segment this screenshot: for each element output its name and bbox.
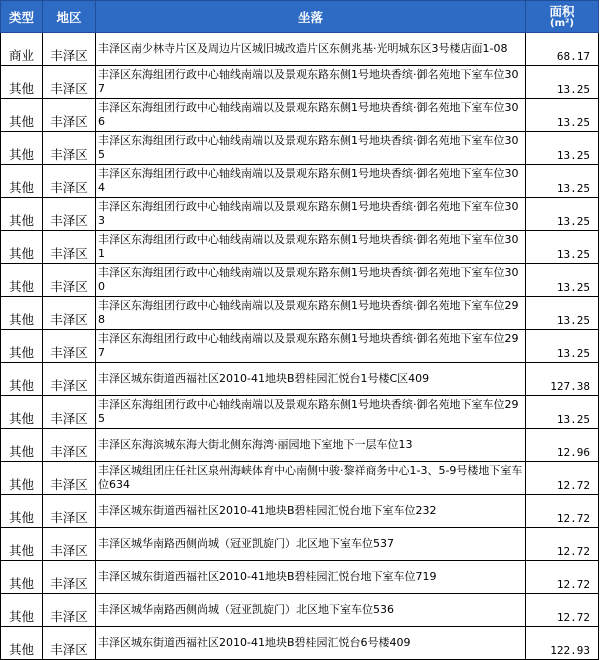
cell-type: 其他 — [1, 198, 43, 231]
cell-area: 12.72 — [526, 462, 599, 495]
cell-type: 其他 — [1, 627, 43, 660]
cell-region: 丰泽区 — [43, 363, 96, 396]
table-row — [1, 396, 599, 429]
cell-location: 丰泽区东海组团行政中心轴线南端以及景观东路东侧1号地块香缤·御名苑地下室车位304 — [96, 165, 526, 198]
cell-type: 其他 — [1, 66, 43, 99]
table-row — [1, 627, 599, 660]
table-row — [1, 561, 599, 594]
table-row — [1, 99, 599, 132]
cell-type: 其他 — [1, 297, 43, 330]
cell-area: 13.25 — [526, 231, 599, 264]
cell-type: 其他 — [1, 165, 43, 198]
table-row — [1, 330, 599, 363]
cell-type: 其他 — [1, 99, 43, 132]
cell-location: 丰泽区城东街道西福社区2010-41地块B碧桂园汇悦台6号楼409 — [96, 627, 526, 660]
table-row — [1, 165, 599, 198]
header-region: 地区 — [43, 1, 96, 33]
cell-location: 丰泽区东海组团行政中心轴线南端以及景观东路东侧1号地块香缤·御名苑地下室车位303 — [96, 198, 526, 231]
cell-location: 丰泽区东海组团行政中心轴线南端以及景观东路东侧1号地块香缤·御名苑地下室车位295 — [96, 396, 526, 429]
cell-location: 丰泽区东海组团行政中心轴线南端以及景观东路东侧1号地块香缤·御名苑地下室车位298 — [96, 297, 526, 330]
cell-region: 丰泽区 — [43, 165, 96, 198]
cell-area: 13.25 — [526, 264, 599, 297]
cell-area: 127.38 — [526, 363, 599, 396]
cell-area: 12.72 — [526, 594, 599, 627]
cell-type: 其他 — [1, 528, 43, 561]
table-row — [1, 198, 599, 231]
cell-region: 丰泽区 — [43, 264, 96, 297]
cell-area: 13.25 — [526, 330, 599, 363]
table-row — [1, 429, 599, 462]
cell-area: 122.93 — [526, 627, 599, 660]
cell-region: 丰泽区 — [43, 297, 96, 330]
cell-type: 其他 — [1, 264, 43, 297]
header-area — [526, 1, 599, 33]
cell-location: 丰泽区东海组团行政中心轴线南端以及景观东路东侧1号地块香缤·御名苑地下室车位297 — [96, 330, 526, 363]
cell-area: 13.25 — [526, 297, 599, 330]
cell-region: 丰泽区 — [43, 528, 96, 561]
cell-type: 其他 — [1, 495, 43, 528]
cell-area: 12.72 — [526, 561, 599, 594]
cell-region: 丰泽区 — [43, 132, 96, 165]
table-row — [1, 528, 599, 561]
table-row — [1, 363, 599, 396]
cell-location: 丰泽区城东街道西福社区2010-41地块B碧桂园汇悦台1号楼C区409 — [96, 363, 526, 396]
cell-type: 其他 — [1, 231, 43, 264]
table-header-row — [1, 1, 599, 33]
cell-location: 丰泽区南少林寺片区及周边片区城旧城改造片区东侧兆基·光明城东区3号楼店面1-08 — [96, 33, 526, 66]
table-row — [1, 594, 599, 627]
header-area-unit: (m²) — [550, 17, 574, 29]
cell-location: 丰泽区城组团庄任社区泉州海峡体育中心南侧中骏·黎祥商务中心1-3、5-9号楼地下室车位634 — [96, 462, 526, 495]
table-body — [1, 33, 599, 660]
table-row — [1, 66, 599, 99]
cell-region: 丰泽区 — [43, 627, 96, 660]
cell-type: 其他 — [1, 561, 43, 594]
cell-region: 丰泽区 — [43, 33, 96, 66]
cell-region: 丰泽区 — [43, 330, 96, 363]
cell-region: 丰泽区 — [43, 561, 96, 594]
cell-region: 丰泽区 — [43, 594, 96, 627]
cell-region: 丰泽区 — [43, 462, 96, 495]
cell-type: 其他 — [1, 594, 43, 627]
cell-type: 其他 — [1, 396, 43, 429]
cell-region: 丰泽区 — [43, 198, 96, 231]
cell-location: 丰泽区城华南路西侧尚城（冠亚凯旋门）北区地下室车位536 — [96, 594, 526, 627]
header-type: 类型 — [1, 1, 43, 33]
cell-area: 13.25 — [526, 132, 599, 165]
cell-location: 丰泽区东海组团行政中心轴线南端以及景观东路东侧1号地块香缤·御名苑地下室车位306 — [96, 99, 526, 132]
cell-location: 丰泽区城东街道西福社区2010-41地块B碧桂园汇悦台地下室车位719 — [96, 561, 526, 594]
cell-region: 丰泽区 — [43, 429, 96, 462]
cell-location: 丰泽区城东街道西福社区2010-41地块B碧桂园汇悦台地下室车位232 — [96, 495, 526, 528]
cell-area: 12.72 — [526, 495, 599, 528]
table-row — [1, 297, 599, 330]
header-area-label: 面积 — [549, 3, 575, 19]
cell-area: 13.25 — [526, 396, 599, 429]
cell-type: 商业 — [1, 33, 43, 66]
cell-region: 丰泽区 — [43, 495, 96, 528]
cell-region: 丰泽区 — [43, 396, 96, 429]
cell-type: 其他 — [1, 330, 43, 363]
cell-location: 丰泽区东海组团行政中心轴线南端以及景观东路东侧1号地块香缤·御名苑地下室车位300 — [96, 264, 526, 297]
cell-location: 丰泽区东海滨城东海大街北侧东海湾·丽园地下室地下一层车位13 — [96, 429, 526, 462]
cell-location: 丰泽区东海组团行政中心轴线南端以及景观东路东侧1号地块香缤·御名苑地下室车位301 — [96, 231, 526, 264]
cell-region: 丰泽区 — [43, 66, 96, 99]
cell-area: 12.96 — [526, 429, 599, 462]
cell-area: 13.25 — [526, 66, 599, 99]
header-location: 坐落 — [96, 1, 526, 33]
table-row — [1, 231, 599, 264]
cell-location: 丰泽区东海组团行政中心轴线南端以及景观东路东侧1号地块香缤·御名苑地下室车位305 — [96, 132, 526, 165]
cell-type: 其他 — [1, 132, 43, 165]
cell-type: 其他 — [1, 462, 43, 495]
cell-area: 12.72 — [526, 528, 599, 561]
cell-type: 其他 — [1, 429, 43, 462]
table-row — [1, 132, 599, 165]
cell-region: 丰泽区 — [43, 99, 96, 132]
cell-area: 13.25 — [526, 99, 599, 132]
cell-area: 13.25 — [526, 165, 599, 198]
cell-type: 其他 — [1, 363, 43, 396]
cell-region: 丰泽区 — [43, 231, 96, 264]
table-row — [1, 462, 599, 495]
cell-location: 丰泽区城华南路西侧尚城（冠亚凯旋门）北区地下室车位537 — [96, 528, 526, 561]
table-row — [1, 33, 599, 66]
cell-location: 丰泽区东海组团行政中心轴线南端以及景观东路东侧1号地块香缤·御名苑地下室车位307 — [96, 66, 526, 99]
cell-area: 13.25 — [526, 198, 599, 231]
table-row — [1, 495, 599, 528]
table-row — [1, 264, 599, 297]
cell-area: 68.17 — [526, 33, 599, 66]
